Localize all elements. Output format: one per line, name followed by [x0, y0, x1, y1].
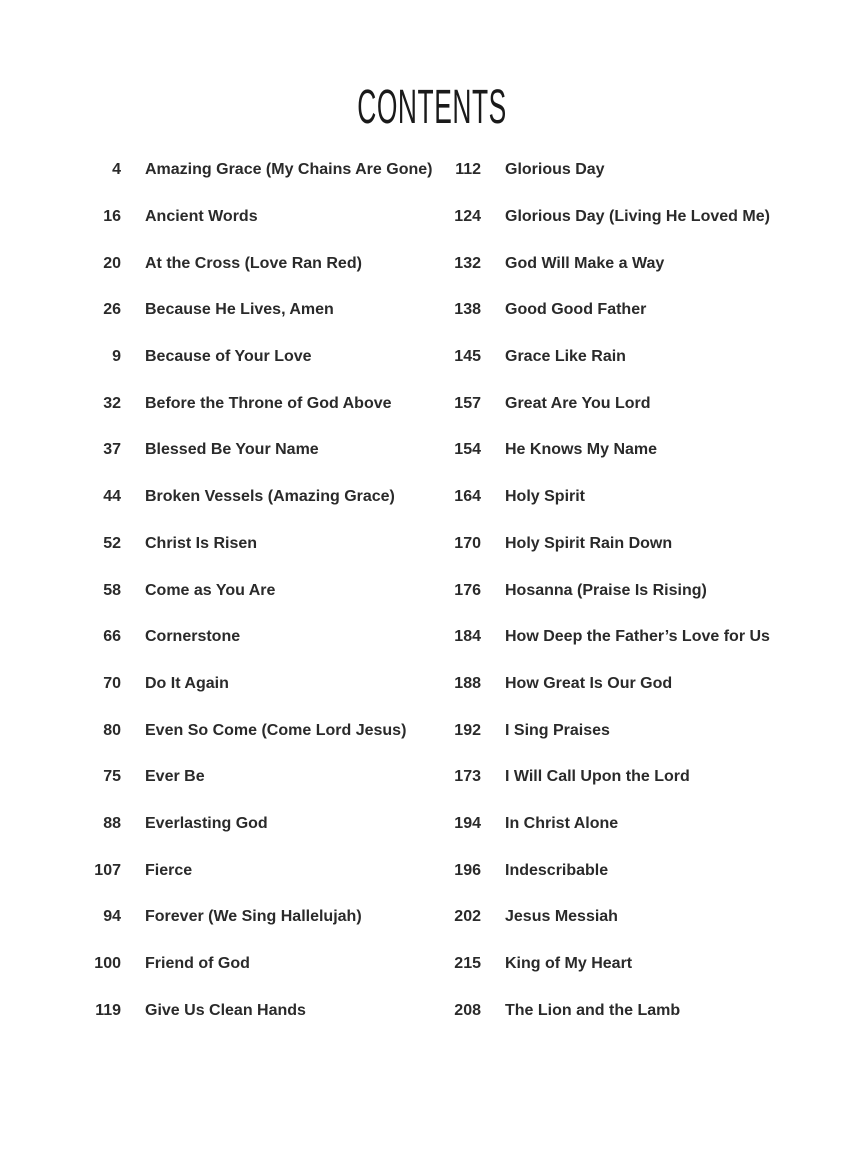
toc-entry: [440, 987, 840, 1034]
song-title: Give Us Clean Hands: [145, 1001, 306, 1019]
song-title: Indescribable: [505, 861, 609, 879]
song-title: Forever (We Sing Hallelujah): [145, 908, 362, 926]
page-number: 188: [454, 674, 481, 692]
toc-entry: [80, 754, 440, 801]
song-title: Everlasting God: [145, 814, 268, 832]
toc-entry: [440, 194, 840, 241]
toc-entry: [440, 801, 840, 848]
page-number: 119: [95, 1001, 121, 1019]
toc-entry: [440, 847, 840, 894]
page-number: 70: [103, 674, 121, 692]
song-title: Holy Spirit Rain Down: [505, 534, 673, 552]
toc-left-column: [80, 147, 440, 1034]
song-title: The Lion and the Lamb: [505, 1001, 681, 1019]
page-number: 88: [103, 814, 121, 832]
page-number: 16: [103, 208, 121, 226]
page-number: 112: [455, 161, 481, 179]
song-title: I Sing Praises: [505, 721, 610, 739]
page-number: 9: [112, 348, 121, 366]
page-number: 132: [454, 254, 481, 272]
song-title: Blessed Be Your Name: [145, 441, 319, 459]
song-title: Broken Vessels (Amazing Grace): [145, 488, 395, 506]
toc-entry: [440, 707, 840, 754]
toc-entry: [80, 334, 440, 381]
page-number: 94: [103, 908, 121, 926]
toc-entry: [80, 661, 440, 708]
page-number: 75: [103, 768, 121, 786]
page-number: 26: [103, 301, 121, 319]
toc-entry: [440, 334, 840, 381]
page-number: 196: [454, 861, 481, 879]
page-number: 138: [454, 301, 481, 319]
toc-entry: [80, 427, 440, 474]
song-title: Glorious Day (Living He Loved Me): [505, 208, 770, 226]
song-title: Ancient Words: [145, 208, 258, 226]
song-title: King of My Heart: [505, 955, 633, 973]
song-title: Fierce: [145, 861, 193, 879]
song-title: Because He Lives, Amen: [145, 301, 334, 319]
song-title: Amazing Grace (My Chains Are Gone): [145, 161, 433, 179]
page-number: 202: [454, 908, 481, 926]
song-title: Come as You Are: [145, 581, 276, 599]
page-number: 37: [103, 441, 121, 459]
song-title: How Great Is Our God: [505, 674, 673, 692]
page-number: 52: [103, 534, 121, 552]
song-title: At the Cross (Love Ran Red): [145, 254, 362, 272]
toc-entry: [440, 427, 840, 474]
page-number: 192: [454, 721, 481, 739]
page-number: 208: [454, 1001, 481, 1019]
song-title: Good Good Father: [505, 301, 647, 319]
toc-entry: [80, 287, 440, 334]
song-title: Ever Be: [145, 768, 205, 786]
toc-entry: [440, 521, 840, 568]
page-number: 164: [454, 488, 481, 506]
song-title: Friend of God: [145, 955, 250, 973]
page-number: 58: [103, 581, 121, 599]
song-title: I Will Call Upon the Lord: [505, 768, 690, 786]
toc-entry: [440, 240, 840, 287]
page-number: 176: [454, 581, 481, 599]
toc-entry: [80, 240, 440, 287]
song-title: He Knows My Name: [505, 441, 658, 459]
toc-entry: [440, 474, 840, 521]
song-title: Because of Your Love: [145, 348, 312, 366]
toc-entry: [440, 894, 840, 941]
toc-entry: [80, 567, 440, 614]
toc-right-column: [440, 147, 840, 1034]
song-title: God Will Make a Way: [505, 254, 665, 272]
page-number: 124: [454, 208, 481, 226]
song-title: Cornerstone: [145, 628, 241, 646]
toc-entry: [80, 614, 440, 661]
song-title: How Deep the Father’s Love for Us: [505, 628, 770, 646]
page-number: 154: [454, 441, 481, 459]
toc-entry: [440, 754, 840, 801]
page-number: 145: [454, 348, 481, 366]
toc-entry: [440, 380, 840, 427]
toc-entry: [440, 287, 840, 334]
page-number: 20: [103, 254, 121, 272]
page-number: 194: [454, 814, 481, 832]
toc-entry: [80, 847, 440, 894]
toc-entry: [80, 380, 440, 427]
toc-entry: [440, 567, 840, 614]
page-number: 215: [454, 955, 481, 973]
page-number: 100: [94, 955, 121, 973]
toc-entry: [80, 521, 440, 568]
song-title: Jesus Messiah: [505, 908, 618, 926]
page-number: 170: [454, 534, 481, 552]
toc-entry: [440, 941, 840, 988]
page-number: 173: [454, 768, 481, 786]
page-number: 4: [112, 161, 121, 179]
page-number: 184: [454, 628, 481, 646]
song-title: Holy Spirit: [505, 488, 586, 506]
toc-entry: [80, 894, 440, 941]
page-number: 32: [103, 394, 121, 412]
song-title: Glorious Day: [505, 161, 605, 179]
song-title: In Christ Alone: [505, 814, 619, 832]
song-title: Great Are You Lord: [505, 394, 651, 412]
song-title: Christ Is Risen: [145, 534, 258, 552]
toc-entry: [80, 474, 440, 521]
song-title: Grace Like Rain: [505, 348, 626, 366]
song-title: Even So Come (Come Lord Jesus): [145, 721, 407, 739]
page-number: 80: [103, 721, 121, 739]
toc-entry: [80, 194, 440, 241]
toc-entry: [440, 614, 840, 661]
toc-entry: [80, 941, 440, 988]
page-number: 157: [454, 394, 481, 412]
toc-entry: [80, 707, 440, 754]
toc-entry: [80, 987, 440, 1034]
page-title: CONTENTS: [357, 81, 507, 135]
toc-entry: [80, 147, 440, 194]
page-number: 66: [103, 628, 121, 646]
toc-entry: [80, 801, 440, 848]
toc-entry: [440, 661, 840, 708]
page-number: 44: [103, 488, 121, 506]
page-number: 107: [94, 861, 121, 879]
song-title: Before the Throne of God Above: [145, 394, 392, 412]
song-title: Do It Again: [145, 674, 229, 692]
song-title: Hosanna (Praise Is Rising): [505, 581, 707, 599]
toc-entry: [440, 147, 840, 194]
